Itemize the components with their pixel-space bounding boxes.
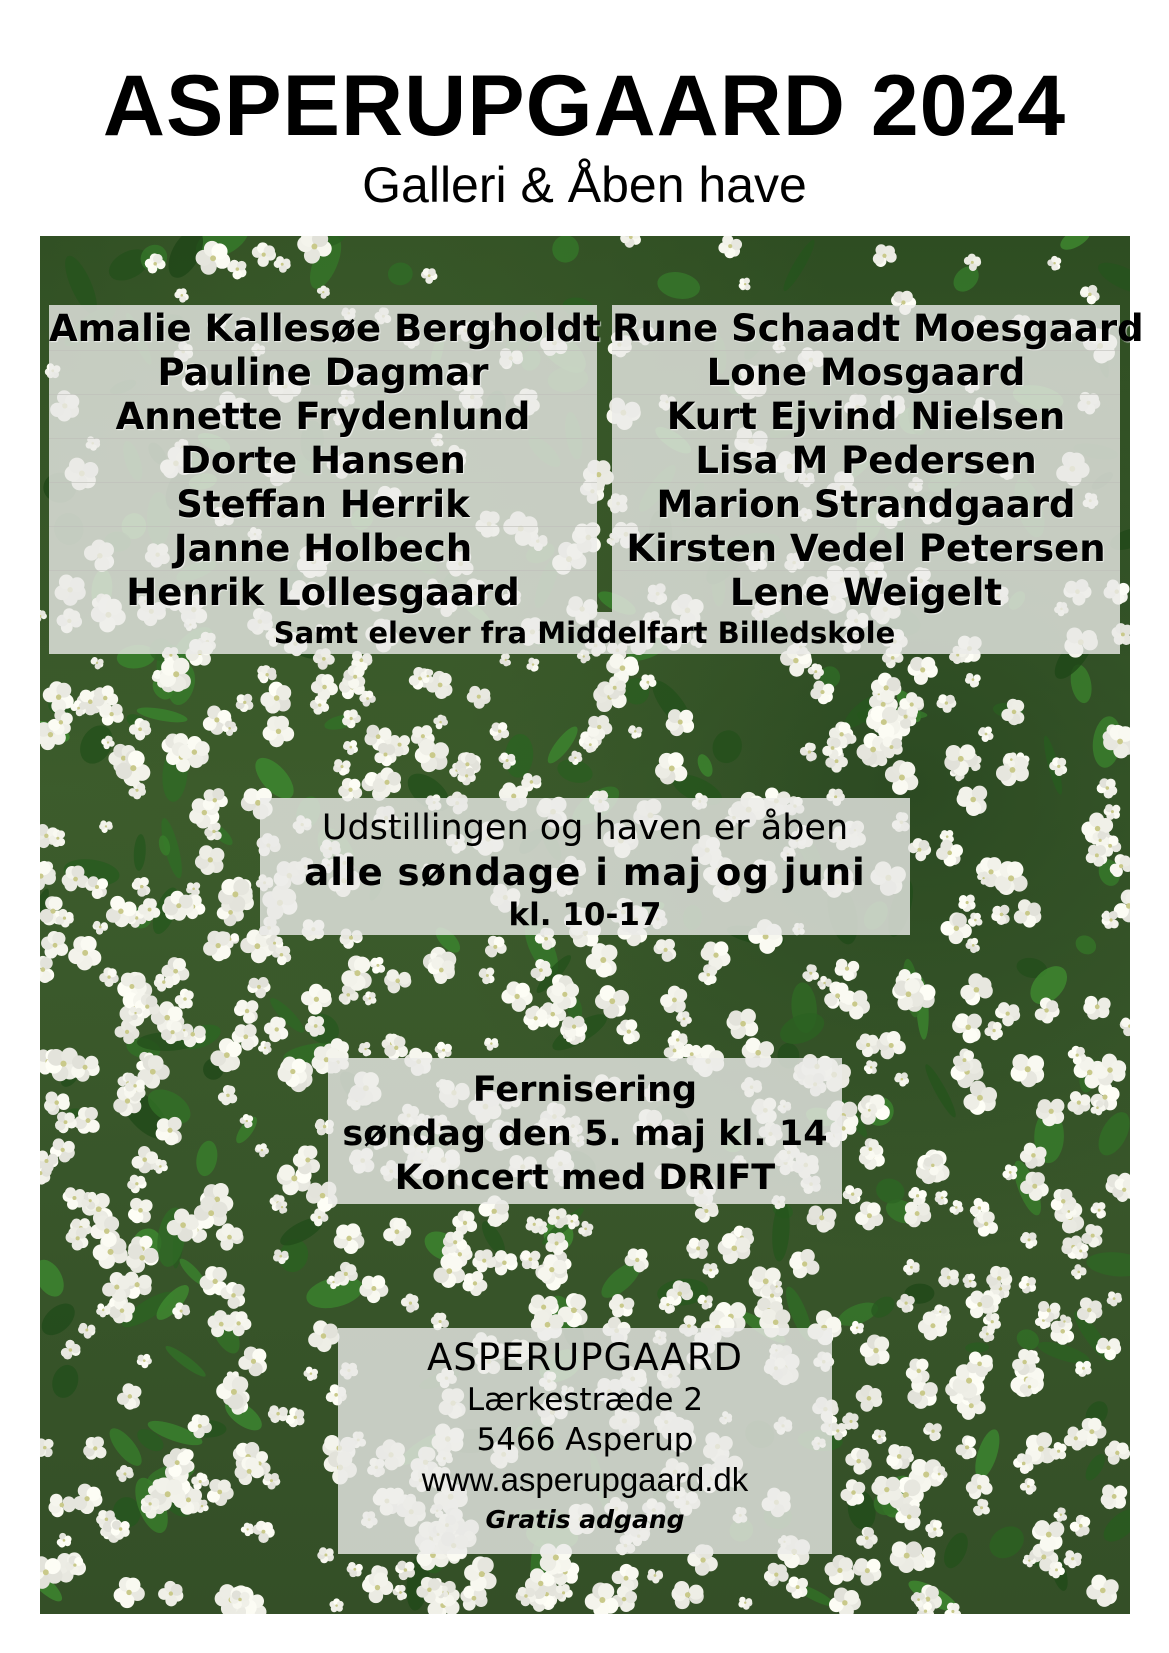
artist-name: Lisa M Pedersen [612, 439, 1120, 483]
admission-note: Gratis adgang [485, 1505, 685, 1534]
artists-left-column [49, 307, 601, 614]
opening-hours-panel [260, 798, 910, 935]
opening-time: kl. 10-17 [508, 897, 662, 933]
artist-name: Steffan Herrik [49, 483, 597, 527]
artist-name: Rune Schaadt Moesgaard [612, 307, 1144, 350]
artist-name: Annette Frydenlund [49, 395, 597, 439]
website-link[interactable]: www.asperupgaard.dk [421, 1461, 749, 1498]
vernissage-panel [328, 1058, 842, 1204]
artist-name: Lene Weigelt [729, 571, 1003, 614]
poster-subtitle: Galleri & Åben have [362, 157, 807, 213]
vernissage-concert: Koncert med DRIFT [394, 1158, 776, 1198]
vernissage-heading: Fernisering [472, 1070, 698, 1110]
vernissage-date: søndag den 5. maj kl. 14 [342, 1114, 828, 1154]
artist-name: Marion Strandgaard [612, 483, 1120, 527]
poster-title: ASPERUPGAARD 2024 [102, 58, 1067, 154]
address-panel [338, 1328, 832, 1554]
artist-name: Lone Mosgaard [612, 351, 1120, 395]
artist-name: Amalie Kallesøe Bergholdt [49, 307, 601, 350]
artist-name: Kirsten Vedel Petersen [612, 527, 1120, 571]
address-street: Lærkestræde 2 [466, 1382, 704, 1418]
artist-name: Dorte Hansen [49, 439, 597, 483]
address-name: ASPERUPGAARD [426, 1336, 744, 1379]
artist-name: Pauline Dagmar [49, 351, 597, 395]
artist-name: Janne Holbech [49, 527, 597, 571]
artists-right-column [612, 307, 1144, 614]
artist-name: Henrik Lollesgaard [126, 571, 520, 614]
artist-name: Kurt Ejvind Nielsen [612, 395, 1120, 439]
opening-intro: Udstillingen og haven er åben [321, 808, 849, 848]
artists-footnote: Samt elever fra Middelfart Billedskole [273, 616, 896, 650]
opening-days: alle søndage i maj og juni [304, 851, 866, 894]
address-city: 5466 Asperup [476, 1422, 694, 1458]
